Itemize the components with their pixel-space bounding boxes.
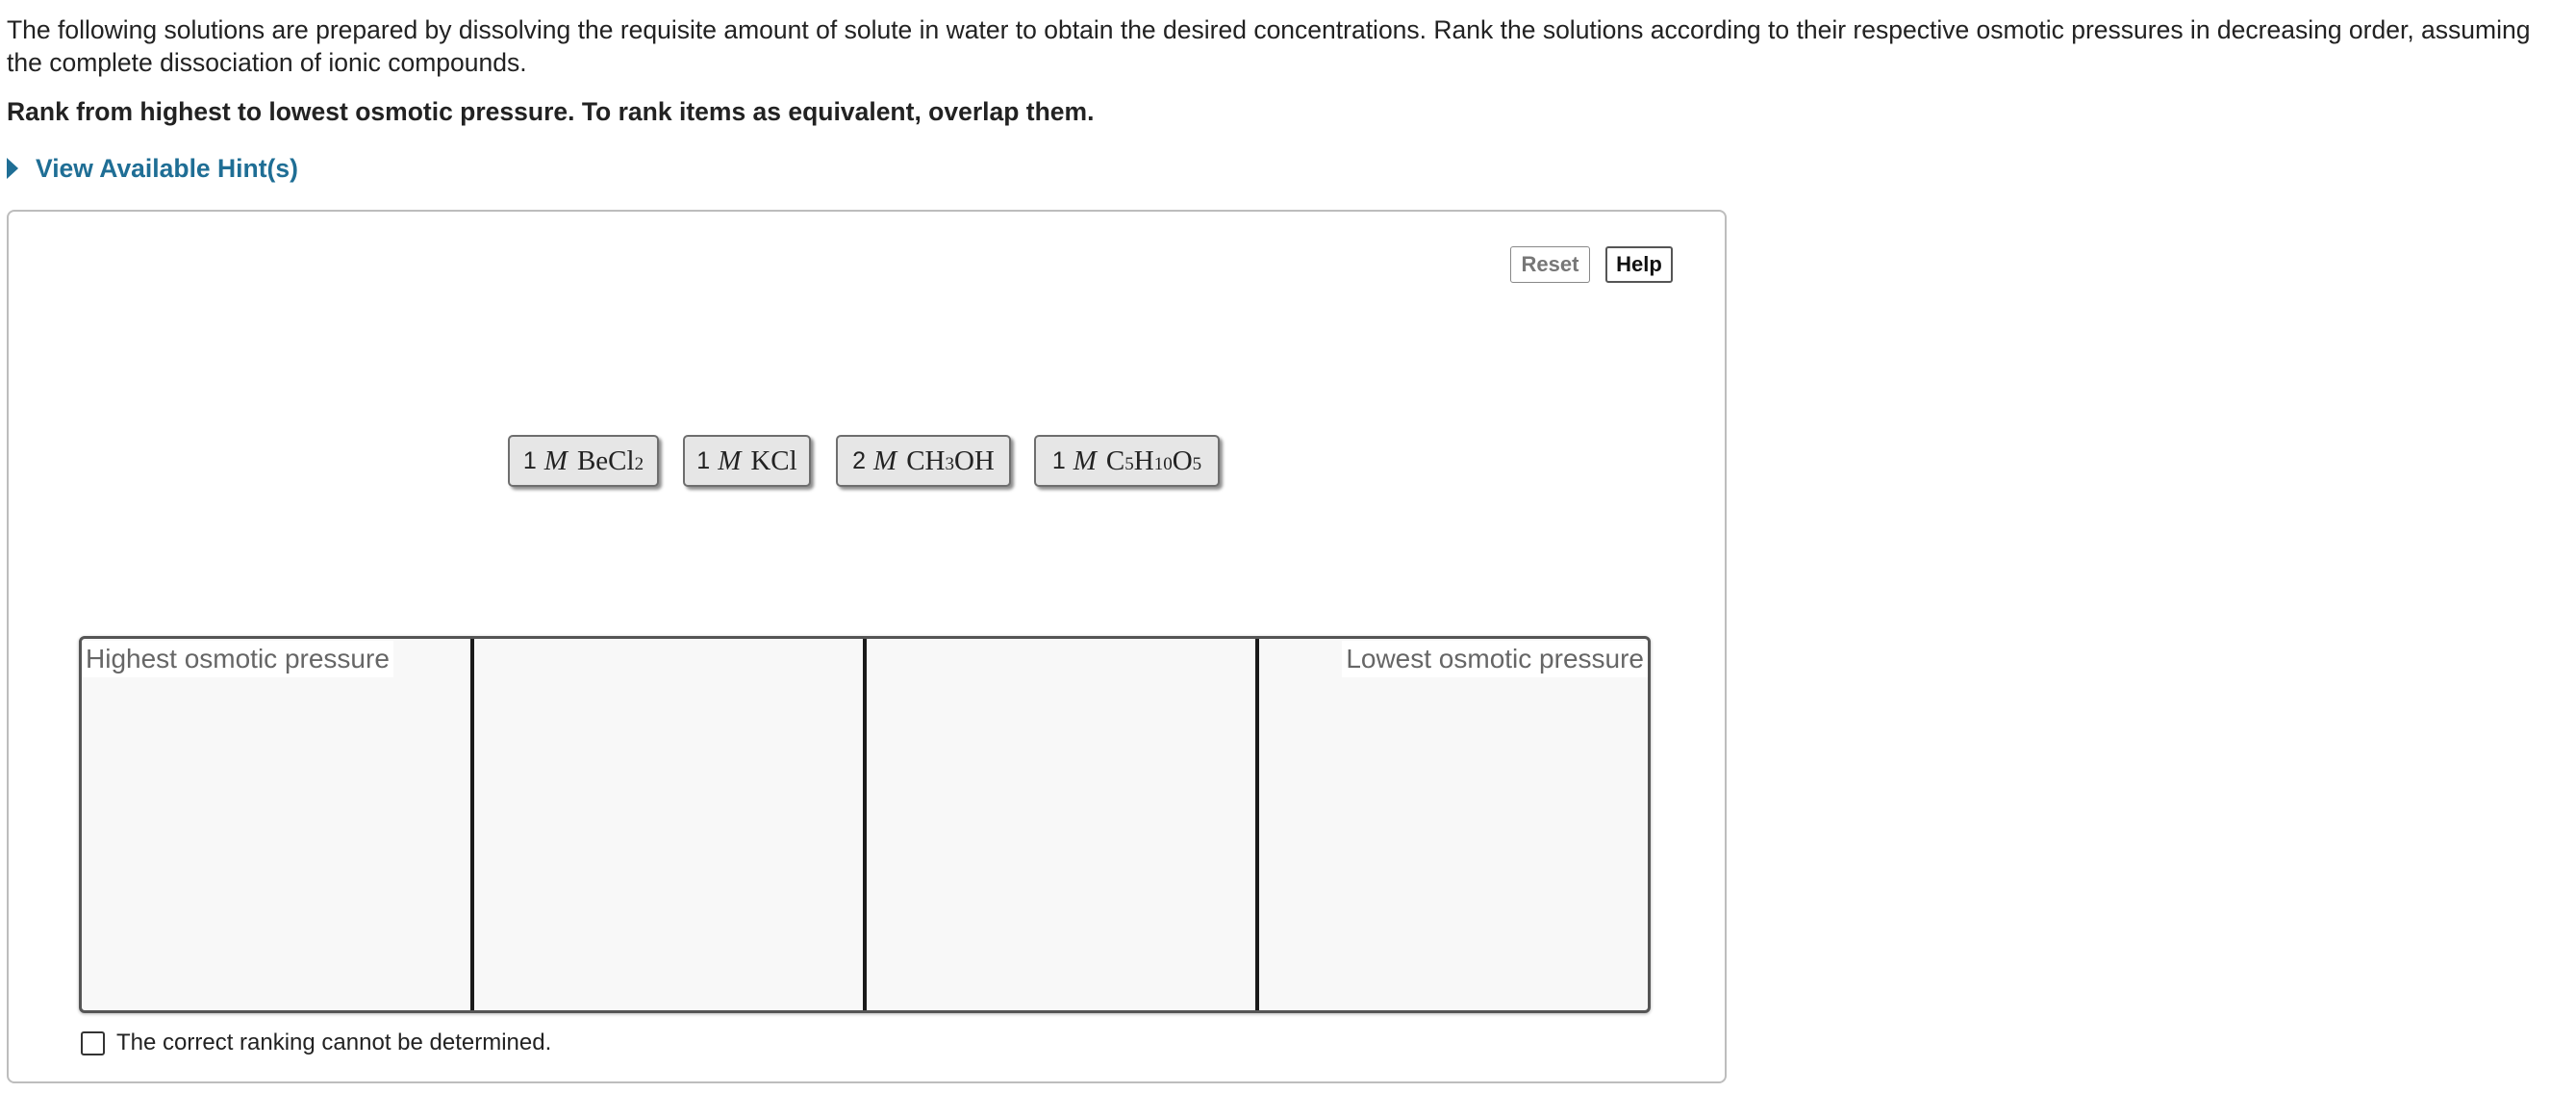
tile-becl2[interactable]: 1 M BeCl $_2$ bbox=[508, 435, 659, 487]
cannot-determine-row[interactable] bbox=[81, 1029, 551, 1056]
rank-slot-4[interactable] bbox=[1259, 639, 1648, 1010]
view-hints-link[interactable] bbox=[7, 152, 298, 185]
caret-right-icon bbox=[7, 158, 18, 179]
tile-ch3oh[interactable]: 2 M CH $_3$ OH bbox=[836, 435, 1011, 487]
help-button[interactable]: Help bbox=[1605, 246, 1673, 283]
rank-slot-3[interactable] bbox=[867, 639, 1259, 1010]
ranking-instruction: Rank from highest to lowest osmotic pressure. To rank items as equivalent, overlap them. bbox=[7, 97, 1095, 126]
rank-slot-2[interactable] bbox=[474, 639, 867, 1010]
question-text: The following solutions are prepared by dissolving the requisite amount of solute in water to obtain the desired concentrations. Rank the solutions according to their respective osmotic pressures in decreasing order, assuming the complete dissociation of ionic compounds. bbox=[7, 15, 2531, 77]
ranking-panel bbox=[7, 210, 1727, 1083]
reset-button[interactable]: Reset bbox=[1510, 246, 1590, 283]
lowest-label: Lowest osmotic pressure bbox=[1342, 641, 1648, 677]
tile-kcl[interactable]: 1 M KCl bbox=[683, 435, 811, 487]
cannot-determine-checkbox[interactable] bbox=[81, 1031, 105, 1055]
highest-label: Highest osmotic pressure bbox=[82, 641, 393, 677]
view-hints-label: View Available Hint(s) bbox=[36, 153, 298, 183]
cannot-determine-label: The correct ranking cannot be determined. bbox=[116, 1029, 552, 1055]
rank-slot-1[interactable] bbox=[82, 639, 474, 1010]
ranking-drop-area bbox=[79, 636, 1651, 1013]
tile-c5h10o5[interactable]: 1 M C $_5$ H $_{10}$ O $_5$ bbox=[1034, 435, 1220, 487]
